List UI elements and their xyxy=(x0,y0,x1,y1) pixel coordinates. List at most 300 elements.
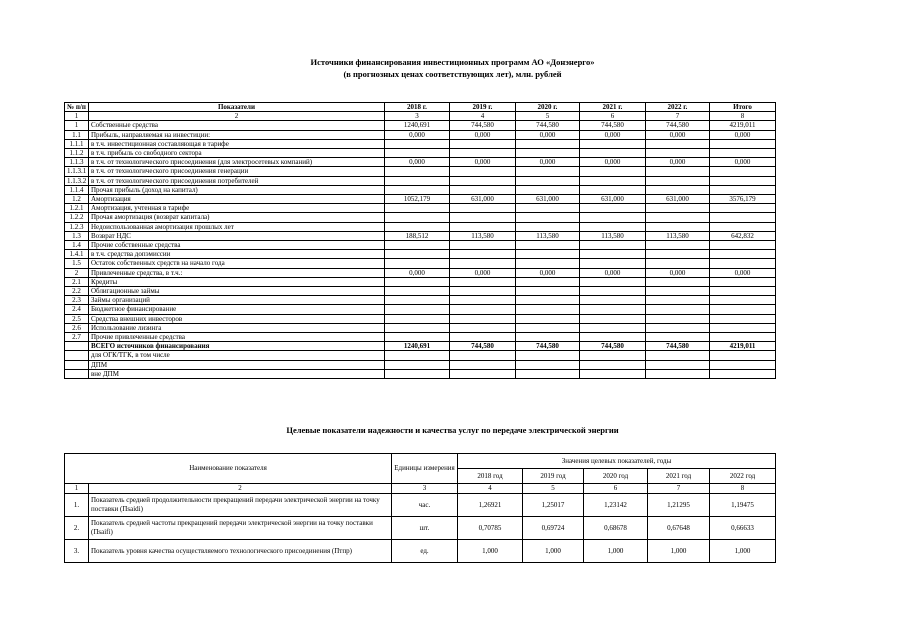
value-cell xyxy=(710,204,776,213)
value-cell xyxy=(580,213,646,222)
table-row xyxy=(65,130,776,139)
value-cell xyxy=(580,167,646,176)
value-cell: 113,580 xyxy=(646,231,710,240)
value-cell xyxy=(646,323,710,332)
value-cell: 0,000 xyxy=(580,158,646,167)
value-cell: 0,000 xyxy=(710,268,776,277)
value-cell: 1,000 xyxy=(648,540,710,563)
value-cell xyxy=(646,139,710,148)
value-cell xyxy=(710,222,776,231)
reliability-indicators-table xyxy=(64,453,776,563)
table-row xyxy=(65,360,776,369)
value-cell xyxy=(710,314,776,323)
value-cell xyxy=(516,204,580,213)
value-cell: 1,19475 xyxy=(710,494,776,517)
table-row xyxy=(65,167,776,176)
value-cell: 631,000 xyxy=(450,195,516,204)
value-cell xyxy=(580,296,646,305)
row-number-cell xyxy=(65,369,89,378)
value-cell xyxy=(450,185,516,194)
value-cell: 0,70785 xyxy=(458,517,523,540)
value-cell xyxy=(580,259,646,268)
value-cell xyxy=(516,323,580,332)
row-number-cell: 1.2 xyxy=(65,195,89,204)
value-cell xyxy=(516,259,580,268)
row-label-cell: в т.ч. средства допэмиссии xyxy=(89,250,385,259)
row-number-cell: 1.1.3.2 xyxy=(65,176,89,185)
col-header-values: Значения целевых показателей, годы xyxy=(458,454,776,469)
row-number-cell: 1.5 xyxy=(65,259,89,268)
table-row xyxy=(65,268,776,277)
row-label-cell: Бюджетное финансирование xyxy=(89,305,385,314)
row-label-cell: Показатель уровня качества осуществляемого технологического присоединения (Птпр) xyxy=(89,540,392,563)
value-cell xyxy=(516,314,580,323)
value-cell: 0,000 xyxy=(450,130,516,139)
value-cell xyxy=(646,296,710,305)
col-header-indicator: Показатели xyxy=(89,103,385,112)
value-cell xyxy=(710,213,776,222)
value-cell: 631,000 xyxy=(646,195,710,204)
value-cell xyxy=(710,250,776,259)
value-cell: 744,580 xyxy=(516,121,580,130)
row-label-cell: Недоиспользованная амортизация прошлых лет xyxy=(89,222,385,231)
row-number-cell: 1. xyxy=(65,494,89,517)
value-cell xyxy=(385,314,450,323)
row-number-cell: 1.2.3 xyxy=(65,222,89,231)
value-cell: 1240,691 xyxy=(385,342,450,351)
column-index-row xyxy=(65,112,776,121)
value-cell xyxy=(710,333,776,342)
value-cell xyxy=(450,323,516,332)
value-cell xyxy=(646,213,710,222)
value-cell xyxy=(710,277,776,286)
value-cell xyxy=(646,360,710,369)
value-cell xyxy=(646,351,710,360)
value-cell xyxy=(580,360,646,369)
row-label-cell: Прочие привлеченные средства xyxy=(89,333,385,342)
table-row xyxy=(65,351,776,360)
row-label-cell: вне ДПМ xyxy=(89,369,385,378)
row-label-cell: ВСЕГО источников финансирования xyxy=(89,342,385,351)
row-label-cell: Средства внешних инвесторов xyxy=(89,314,385,323)
value-cell: 0,000 xyxy=(580,268,646,277)
value-cell xyxy=(450,139,516,148)
table1-header-row xyxy=(65,103,776,112)
row-label-cell: Прочая амортизация (возврат капитала) xyxy=(89,213,385,222)
value-cell: 744,580 xyxy=(580,121,646,130)
value-cell xyxy=(450,287,516,296)
value-cell xyxy=(450,250,516,259)
value-cell: 0,000 xyxy=(710,130,776,139)
value-cell xyxy=(646,176,710,185)
column-index-cell: 7 xyxy=(648,484,710,494)
value-cell: 1,23142 xyxy=(584,494,648,517)
value-cell xyxy=(646,287,710,296)
row-label-cell: в т.ч. от технологического присоединения (для электросетевых компаний) xyxy=(89,158,385,167)
col-header-2018: 2018 г. xyxy=(385,103,450,112)
table-row xyxy=(65,231,776,240)
value-cell xyxy=(646,369,710,378)
value-cell xyxy=(450,369,516,378)
value-cell xyxy=(516,167,580,176)
value-cell xyxy=(385,241,450,250)
column-index-cell: 8 xyxy=(710,112,776,121)
column-index-cell: 6 xyxy=(580,112,646,121)
column-index-cell: 8 xyxy=(710,484,776,494)
row-label-cell: Остаток собственных средств на начало года xyxy=(89,259,385,268)
unit-cell: час. xyxy=(392,494,458,517)
row-number-cell xyxy=(65,360,89,369)
value-cell: 642,832 xyxy=(710,231,776,240)
row-number-cell: 1.2.2 xyxy=(65,213,89,222)
value-cell: 0,000 xyxy=(450,158,516,167)
row-number-cell: 2. xyxy=(65,517,89,540)
value-cell xyxy=(710,167,776,176)
value-cell: 0,000 xyxy=(385,268,450,277)
value-cell: 0,67648 xyxy=(648,517,710,540)
col-header-total: Итого xyxy=(710,103,776,112)
value-cell xyxy=(385,176,450,185)
row-label-cell: в т.ч. от технологического присоединения генерации xyxy=(89,167,385,176)
value-cell xyxy=(450,314,516,323)
value-cell xyxy=(580,176,646,185)
value-cell xyxy=(516,296,580,305)
table-row xyxy=(65,314,776,323)
value-cell xyxy=(516,369,580,378)
value-cell xyxy=(580,351,646,360)
table2-header-row xyxy=(65,454,776,469)
value-cell: 744,580 xyxy=(580,342,646,351)
value-cell xyxy=(516,333,580,342)
value-cell xyxy=(516,149,580,158)
table-row xyxy=(65,369,776,378)
value-cell: 0,68678 xyxy=(584,517,648,540)
value-cell xyxy=(646,259,710,268)
value-cell xyxy=(580,314,646,323)
value-cell xyxy=(710,369,776,378)
value-cell: 0,000 xyxy=(516,158,580,167)
value-cell: 1,000 xyxy=(523,540,584,563)
value-cell xyxy=(450,296,516,305)
row-label-cell: Амортизация xyxy=(89,195,385,204)
value-cell xyxy=(580,323,646,332)
row-number-cell: 1.1.3 xyxy=(65,158,89,167)
value-cell: 0,000 xyxy=(580,130,646,139)
value-cell xyxy=(385,333,450,342)
col-header-2022: 2022 г. xyxy=(646,103,710,112)
row-label-cell: в т.ч. инвестиционная составляющая в тарифе xyxy=(89,139,385,148)
row-number-cell: 2.6 xyxy=(65,323,89,332)
year-header: 2021 год xyxy=(648,469,710,484)
value-cell xyxy=(646,241,710,250)
value-cell: 1240,691 xyxy=(385,121,450,130)
row-label-cell: Амортизация, учтенная в тарифе xyxy=(89,204,385,213)
row-label-cell: Прибыль, направляемая на инвестиции: xyxy=(89,130,385,139)
value-cell xyxy=(710,149,776,158)
table-row xyxy=(65,342,776,351)
column-index-cell: 1 xyxy=(65,484,89,494)
value-cell xyxy=(580,139,646,148)
row-number-cell: 2.7 xyxy=(65,333,89,342)
value-cell xyxy=(516,213,580,222)
row-number-cell: 1.3 xyxy=(65,231,89,240)
value-cell xyxy=(450,305,516,314)
table-row xyxy=(65,250,776,259)
year-header: 2018 год xyxy=(458,469,523,484)
table-row xyxy=(65,204,776,213)
value-cell: 744,580 xyxy=(516,342,580,351)
value-cell xyxy=(516,287,580,296)
table-row xyxy=(65,296,776,305)
value-cell xyxy=(516,222,580,231)
value-cell xyxy=(710,296,776,305)
table-row xyxy=(65,121,776,130)
value-cell xyxy=(646,204,710,213)
value-cell: 4219,011 xyxy=(710,342,776,351)
row-label-cell: Использование лизинга xyxy=(89,323,385,332)
column-index-cell: 4 xyxy=(458,484,523,494)
value-cell xyxy=(450,167,516,176)
value-cell xyxy=(580,204,646,213)
value-cell xyxy=(646,333,710,342)
row-number-cell: 1.1.3.1 xyxy=(65,167,89,176)
value-cell xyxy=(385,139,450,148)
table1-title-line2: (в прогнозных ценах соответствующих лет), млн. рублей xyxy=(343,69,562,79)
value-cell xyxy=(516,360,580,369)
value-cell xyxy=(710,139,776,148)
value-cell xyxy=(516,351,580,360)
value-cell: 1052,179 xyxy=(385,195,450,204)
value-cell xyxy=(580,250,646,259)
column-index-row xyxy=(65,484,776,494)
value-cell xyxy=(385,305,450,314)
row-number-cell: 1.4 xyxy=(65,241,89,250)
column-index-cell: 5 xyxy=(516,112,580,121)
value-cell xyxy=(710,176,776,185)
value-cell xyxy=(516,176,580,185)
value-cell xyxy=(450,333,516,342)
row-number-cell: 2.3 xyxy=(65,296,89,305)
value-cell: 188,512 xyxy=(385,231,450,240)
table-row xyxy=(65,158,776,167)
row-label-cell: Займы организаций xyxy=(89,296,385,305)
value-cell xyxy=(385,185,450,194)
col-header-name: Наименование показателя xyxy=(65,454,392,484)
row-label-cell: Собственные средства xyxy=(89,121,385,130)
unit-cell: шт. xyxy=(392,517,458,540)
value-cell xyxy=(710,360,776,369)
row-number-cell xyxy=(65,342,89,351)
value-cell xyxy=(516,185,580,194)
value-cell xyxy=(450,241,516,250)
value-cell xyxy=(580,305,646,314)
value-cell xyxy=(450,222,516,231)
table-row xyxy=(65,176,776,185)
value-cell xyxy=(385,204,450,213)
value-cell xyxy=(450,149,516,158)
column-index-cell: 1 xyxy=(65,112,89,121)
column-index-cell: 2 xyxy=(89,112,385,121)
value-cell xyxy=(710,259,776,268)
row-label-cell: Показатель средней продолжительности прекращений передачи электрической энергии на точку поставки (Пsaidi) xyxy=(89,494,392,517)
value-cell xyxy=(580,333,646,342)
row-number-cell xyxy=(65,351,89,360)
table-row xyxy=(65,149,776,158)
year-header: 2019 год xyxy=(523,469,584,484)
value-cell xyxy=(646,167,710,176)
value-cell xyxy=(710,241,776,250)
year-header: 2020 год xyxy=(584,469,648,484)
value-cell xyxy=(710,351,776,360)
value-cell xyxy=(516,241,580,250)
value-cell xyxy=(580,149,646,158)
value-cell xyxy=(385,259,450,268)
value-cell: 1,26921 xyxy=(458,494,523,517)
value-cell: 0,000 xyxy=(646,158,710,167)
value-cell: 113,580 xyxy=(450,231,516,240)
row-label-cell: Привлеченные средства, в т.ч.: xyxy=(89,268,385,277)
col-header-2020: 2020 г. xyxy=(516,103,580,112)
col-header-2019: 2019 г. xyxy=(450,103,516,112)
value-cell: 744,580 xyxy=(646,121,710,130)
value-cell xyxy=(450,351,516,360)
table2-title: Целевые показатели надежности и качества услуг по передаче электрической энергии xyxy=(286,425,619,435)
value-cell xyxy=(385,323,450,332)
value-cell xyxy=(450,204,516,213)
unit-cell: ед. xyxy=(392,540,458,563)
row-number-cell: 1.2.1 xyxy=(65,204,89,213)
row-number-cell: 2.5 xyxy=(65,314,89,323)
value-cell xyxy=(710,323,776,332)
value-cell: 631,000 xyxy=(516,195,580,204)
row-number-cell: 2.2 xyxy=(65,287,89,296)
table-row xyxy=(65,517,776,540)
value-cell: 1,000 xyxy=(584,540,648,563)
value-cell xyxy=(516,139,580,148)
value-cell xyxy=(580,222,646,231)
table-row xyxy=(65,277,776,286)
row-label-cell: для ОГК/ТГК, в том числе xyxy=(89,351,385,360)
table-row xyxy=(65,213,776,222)
value-cell xyxy=(385,149,450,158)
column-index-cell: 3 xyxy=(385,112,450,121)
col-header-num: № п/п xyxy=(65,103,89,112)
column-index-cell: 7 xyxy=(646,112,710,121)
value-cell xyxy=(516,250,580,259)
value-cell: 744,580 xyxy=(450,342,516,351)
value-cell: 0,000 xyxy=(450,268,516,277)
value-cell: 4219,011 xyxy=(710,121,776,130)
value-cell: 1,25017 xyxy=(523,494,584,517)
value-cell xyxy=(385,360,450,369)
col-header-unit: Единицы измерения xyxy=(392,454,458,484)
table-row xyxy=(65,540,776,563)
value-cell: 0,000 xyxy=(710,158,776,167)
table1-title-line1: Источники финансирования инвестиционных программ АО «Донэнерго» xyxy=(310,57,595,67)
value-cell: 631,000 xyxy=(580,195,646,204)
value-cell: 3576,179 xyxy=(710,195,776,204)
value-cell xyxy=(646,250,710,259)
table-row xyxy=(65,139,776,148)
row-label-cell: Прочая прибыль (доход на капитал) xyxy=(89,185,385,194)
value-cell: 1,21295 xyxy=(648,494,710,517)
value-cell xyxy=(385,287,450,296)
row-number-cell: 1.4.1 xyxy=(65,250,89,259)
value-cell: 0,000 xyxy=(516,130,580,139)
value-cell: 744,580 xyxy=(646,342,710,351)
value-cell xyxy=(450,213,516,222)
value-cell xyxy=(385,277,450,286)
table-row xyxy=(65,323,776,332)
table-row xyxy=(65,195,776,204)
value-cell xyxy=(516,277,580,286)
table-row xyxy=(65,222,776,231)
value-cell xyxy=(450,176,516,185)
row-label-cell: Показатель средней частоты прекращений передачи электрической энергии на точку поставки (Пsaifi) xyxy=(89,517,392,540)
row-number-cell: 1.1 xyxy=(65,130,89,139)
value-cell xyxy=(710,185,776,194)
value-cell: 0,000 xyxy=(646,130,710,139)
column-index-cell: 6 xyxy=(584,484,648,494)
table-row xyxy=(65,333,776,342)
table-row xyxy=(65,305,776,314)
financing-sources-table xyxy=(64,102,776,379)
value-cell xyxy=(385,369,450,378)
value-cell xyxy=(580,277,646,286)
value-cell xyxy=(385,296,450,305)
row-number-cell: 2 xyxy=(65,268,89,277)
value-cell xyxy=(580,287,646,296)
value-cell xyxy=(646,222,710,231)
row-number-cell: 3. xyxy=(65,540,89,563)
row-label-cell: Облигационные займы xyxy=(89,287,385,296)
value-cell xyxy=(385,167,450,176)
row-label-cell: Кредиты xyxy=(89,277,385,286)
row-number-cell: 1.1.2 xyxy=(65,149,89,158)
value-cell xyxy=(646,277,710,286)
row-label-cell: Прочие собственные средства xyxy=(89,241,385,250)
table-row xyxy=(65,185,776,194)
value-cell: 0,000 xyxy=(385,130,450,139)
value-cell xyxy=(385,351,450,360)
column-index-cell: 5 xyxy=(523,484,584,494)
value-cell xyxy=(646,185,710,194)
value-cell: 0,69724 xyxy=(523,517,584,540)
value-cell: 113,580 xyxy=(516,231,580,240)
value-cell: 0,000 xyxy=(516,268,580,277)
value-cell: 0,000 xyxy=(646,268,710,277)
table-row xyxy=(65,287,776,296)
value-cell xyxy=(710,305,776,314)
value-cell xyxy=(385,250,450,259)
value-cell xyxy=(646,314,710,323)
value-cell: 0,000 xyxy=(385,158,450,167)
col-header-2021: 2021 г. xyxy=(580,103,646,112)
row-label-cell: Возврат НДС xyxy=(89,231,385,240)
value-cell: 0,66633 xyxy=(710,517,776,540)
row-number-cell: 2.4 xyxy=(65,305,89,314)
value-cell xyxy=(646,305,710,314)
value-cell xyxy=(385,213,450,222)
value-cell xyxy=(450,259,516,268)
year-header: 2022 год xyxy=(710,469,776,484)
column-index-cell: 3 xyxy=(392,484,458,494)
value-cell xyxy=(385,222,450,231)
column-index-cell: 2 xyxy=(89,484,392,494)
row-label-cell: в т.ч. прибыль со свободного сектора xyxy=(89,149,385,158)
table-row xyxy=(65,241,776,250)
value-cell xyxy=(646,149,710,158)
